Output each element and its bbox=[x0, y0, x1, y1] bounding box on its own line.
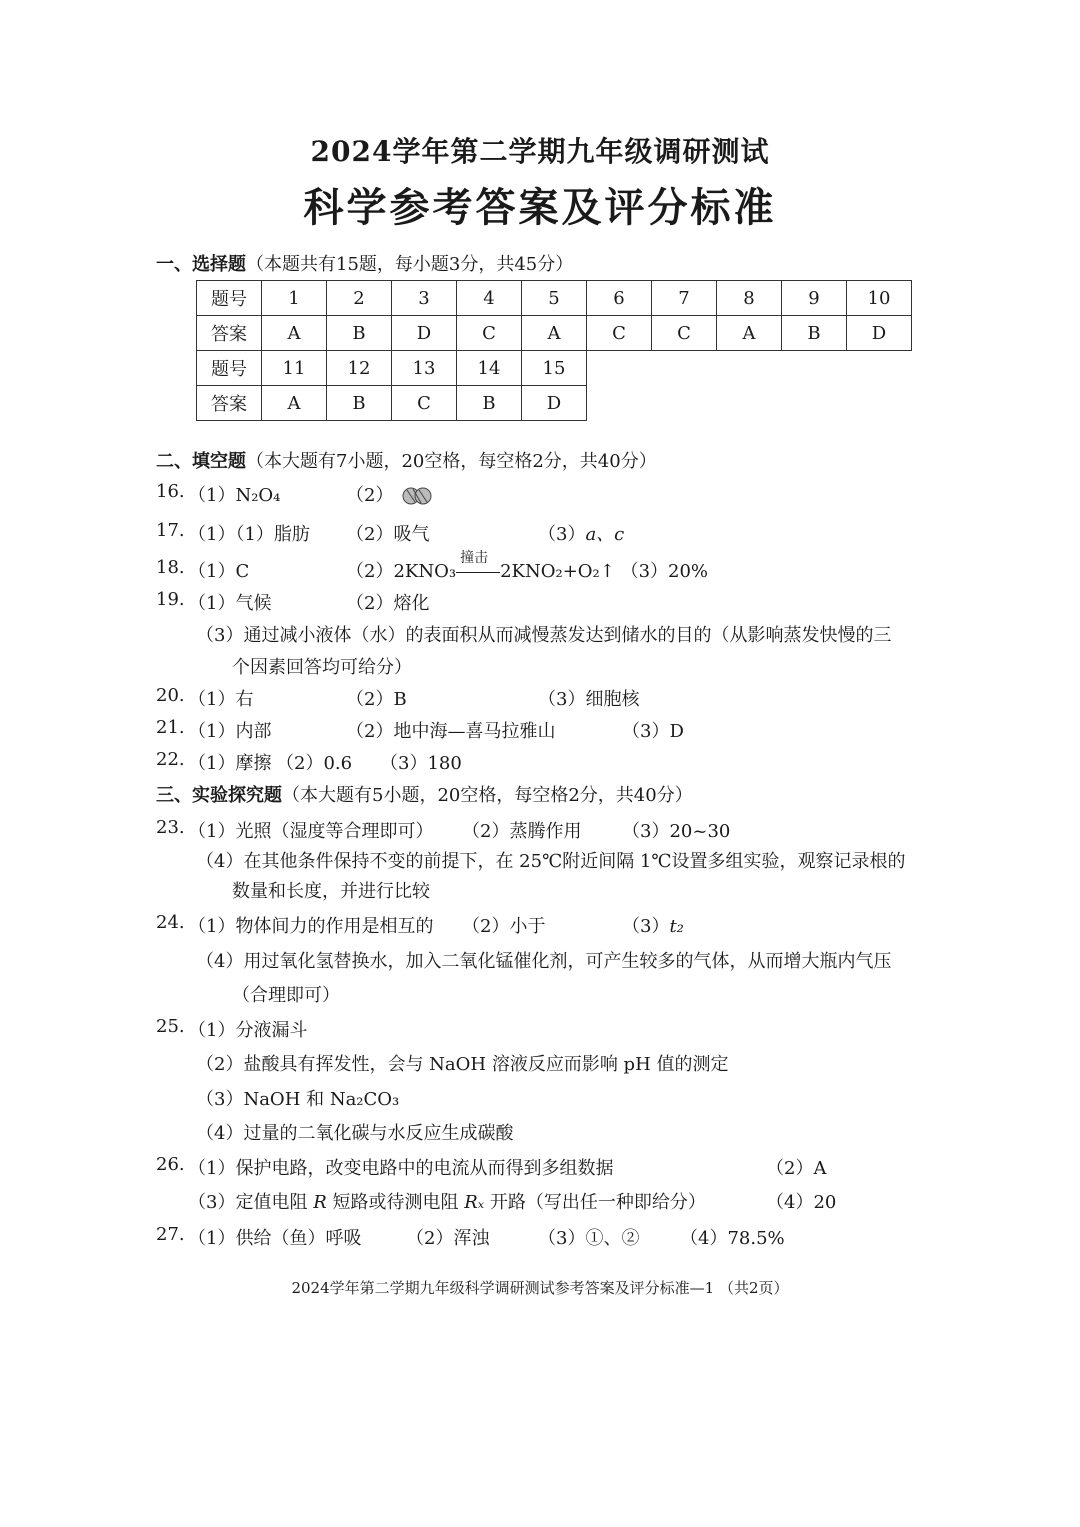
answer-part bbox=[622, 912, 684, 938]
answer-part: （1）光照（湿度等合理即可） bbox=[188, 821, 434, 842]
answer-cell: B bbox=[327, 386, 392, 421]
table-row bbox=[197, 281, 912, 316]
answer-part: （2）吸气 bbox=[346, 524, 430, 545]
question-number: 1 bbox=[262, 281, 327, 316]
question-number: 26. bbox=[156, 1154, 185, 1175]
answer-part: （1）内部 bbox=[188, 721, 272, 742]
answer-part bbox=[346, 481, 437, 507]
answer-cell: C bbox=[392, 386, 457, 421]
question-number: 20. bbox=[156, 685, 185, 706]
answer-part-continued: 数量和长度，并进行比较 bbox=[232, 881, 430, 902]
question-number: 16. bbox=[156, 481, 185, 502]
question-number: 17. bbox=[156, 520, 185, 541]
answer-part: （1）保护电路，改变电路中的电流从而得到多组数据 bbox=[188, 1158, 614, 1179]
answer-part: （1）N₂O₄ bbox=[188, 485, 281, 506]
answer-cell: A bbox=[717, 316, 782, 351]
table-row bbox=[197, 386, 912, 421]
answer-part: （4）用过氧化氢替换水，加入二氧化锰催化剂，可产生较多的气体，从而增大瓶内气压 bbox=[196, 951, 892, 972]
question-number: 14 bbox=[457, 351, 522, 386]
answer-cell: A bbox=[262, 386, 327, 421]
answer-part: （1）分液漏斗 bbox=[188, 1020, 308, 1041]
question-number: 4 bbox=[457, 281, 522, 316]
answer-part: （3）180 bbox=[380, 753, 462, 774]
question-number: 6 bbox=[587, 281, 652, 316]
answer-part: （2）0.6 bbox=[276, 753, 353, 774]
section-3-heading-row bbox=[156, 781, 693, 807]
answer-part: （2）蒸腾作用 bbox=[462, 821, 582, 842]
answer-part: （1）物体间力的作用是相互的 bbox=[188, 916, 434, 937]
question-number: 15 bbox=[522, 351, 587, 386]
answer-part: （1）摩擦 bbox=[188, 753, 272, 774]
reaction-condition-arrow bbox=[456, 550, 500, 582]
answer-part: （1）供给（鱼）呼吸 bbox=[188, 1228, 362, 1249]
answer-part: （3）细胞核 bbox=[538, 689, 640, 710]
answer-cell: B bbox=[457, 386, 522, 421]
question-number: 24. bbox=[156, 912, 185, 933]
answer-part: （2）地中海—喜马拉雅山 bbox=[346, 721, 556, 742]
answer-part: （1）（1）脂肪 bbox=[188, 524, 310, 545]
chemical-equation bbox=[346, 550, 709, 583]
question-number: 25. bbox=[156, 1016, 185, 1037]
answer-cell: B bbox=[327, 316, 392, 351]
answer-cell: D bbox=[392, 316, 457, 351]
question-number: 10 bbox=[847, 281, 912, 316]
section-3-note: （本大题有5小题，20空格，每空格2分，共40分） bbox=[282, 785, 693, 806]
question-number: 7 bbox=[652, 281, 717, 316]
answer-part: （2）小于 bbox=[462, 916, 546, 937]
answer-cell: D bbox=[522, 386, 587, 421]
page-footer: 2024学年第二学期九年级科学调研测试参考答案及评分标准—1 （共2页） bbox=[291, 1279, 789, 1297]
section-1-heading: 一、选择题 bbox=[156, 254, 246, 275]
answer-part: （1）C bbox=[188, 561, 250, 582]
row-label-answer: 答案 bbox=[197, 386, 262, 421]
answer-part: （3）D bbox=[622, 721, 684, 742]
answer-part bbox=[188, 1188, 706, 1214]
answer-part: （4）20 bbox=[766, 1192, 837, 1213]
answer-part: （3）①、② bbox=[538, 1228, 640, 1249]
answer-part: （3）NaOH 和 Na₂CO₃ bbox=[196, 1089, 400, 1110]
answer-cell: B bbox=[782, 316, 847, 351]
question-number: 13 bbox=[392, 351, 457, 386]
question-number: 12 bbox=[327, 351, 392, 386]
answer-text: 开路（写出任一种即给分） bbox=[484, 1192, 706, 1213]
answer-part: （1）右 bbox=[188, 689, 254, 710]
answer-part: （4）过量的二氧化碳与水反应生成碳酸 bbox=[196, 1123, 514, 1144]
answer-part-label: （3） bbox=[538, 524, 586, 545]
answer-part: （3）通过减小液体（水）的表面积从而减慢蒸发达到储水的目的（从影响蒸发快慢的三 bbox=[196, 625, 892, 646]
answer-part: （4）78.5% bbox=[680, 1228, 785, 1249]
answer-part: （1）气候 bbox=[188, 593, 272, 614]
answer-part-continued: 个因素回答均可给分） bbox=[232, 657, 412, 678]
answer-part: （2）熔化 bbox=[346, 593, 430, 614]
question-number: 2 bbox=[327, 281, 392, 316]
section-2-note: （本大题有7小题，20空格，每空格2分，共40分） bbox=[246, 451, 657, 472]
answer-text: 短路或待测电阻 bbox=[326, 1192, 465, 1213]
question-number: 27. bbox=[156, 1224, 185, 1245]
question-number: 22. bbox=[156, 749, 185, 770]
row-label-question: 题号 bbox=[197, 351, 262, 386]
answer-part: （2）盐酸具有挥发性，会与 NaOH 溶液反应而影响 pH 值的测定 bbox=[196, 1054, 729, 1075]
question-number: 18. bbox=[156, 557, 185, 578]
section-1-heading-row bbox=[156, 250, 573, 276]
document-subtitle: 科学参考答案及评分标准 bbox=[303, 184, 777, 231]
answer-part: （2）B bbox=[346, 689, 407, 710]
question-number: 11 bbox=[262, 351, 327, 386]
table-row bbox=[197, 351, 912, 386]
table-empty-area bbox=[587, 351, 912, 386]
row-label-question: 题号 bbox=[197, 281, 262, 316]
answer-part-label: （2） bbox=[346, 485, 394, 506]
answer-part bbox=[538, 520, 624, 546]
question-number: 23. bbox=[156, 817, 185, 838]
table-row bbox=[197, 316, 912, 351]
question-number: 8 bbox=[717, 281, 782, 316]
equation-bar bbox=[456, 572, 500, 573]
answer-value: t₂ bbox=[669, 916, 684, 937]
answer-part: （2）A bbox=[766, 1158, 827, 1179]
question-number: 9 bbox=[782, 281, 847, 316]
row-label-answer: 答案 bbox=[197, 316, 262, 351]
section-2-heading-row bbox=[156, 447, 657, 473]
section-2-heading: 二、填空题 bbox=[156, 451, 246, 472]
answer-cell: D bbox=[847, 316, 912, 351]
reaction-condition: 撞击 bbox=[460, 550, 489, 566]
choice-answer-table bbox=[196, 280, 912, 421]
answer-cell: A bbox=[522, 316, 587, 351]
question-number: 19. bbox=[156, 589, 185, 610]
document-title: 2024学年第二学期九年级调研测试 bbox=[310, 135, 770, 168]
variable-r: R bbox=[313, 1192, 327, 1213]
answer-cell: C bbox=[457, 316, 522, 351]
answer-cell: C bbox=[652, 316, 717, 351]
answer-part: （4）在其他条件保持不变的前提下，在 25℃附近间隔 1℃设置多组实验，观察记录根的 bbox=[196, 851, 906, 872]
answer-value: a、c bbox=[585, 524, 625, 545]
two-circles-icon bbox=[399, 486, 437, 506]
answer-cell: C bbox=[587, 316, 652, 351]
answer-part: （3）20% bbox=[620, 561, 709, 582]
answer-text: （3）定值电阻 bbox=[188, 1192, 314, 1213]
answer-part: （3）20~30 bbox=[622, 821, 731, 842]
answer-cell: A bbox=[262, 316, 327, 351]
table-empty-area bbox=[587, 386, 912, 421]
equation-product: 2KNO₂+O₂↑ bbox=[500, 561, 615, 582]
question-number: 21. bbox=[156, 717, 185, 738]
question-number: 5 bbox=[522, 281, 587, 316]
section-3-heading: 三、实验探究题 bbox=[156, 785, 282, 806]
question-number: 3 bbox=[392, 281, 457, 316]
answer-part: （2）浑浊 bbox=[406, 1228, 490, 1249]
section-1-note: （本题共有15题，每小题3分，共45分） bbox=[246, 254, 574, 275]
answer-part-label: （3） bbox=[622, 916, 670, 937]
answer-part-continued: （合理即可） bbox=[232, 985, 340, 1006]
equation-reactant: （2）2KNO₃ bbox=[346, 561, 457, 582]
variable-rx: Rₓ bbox=[464, 1192, 485, 1213]
